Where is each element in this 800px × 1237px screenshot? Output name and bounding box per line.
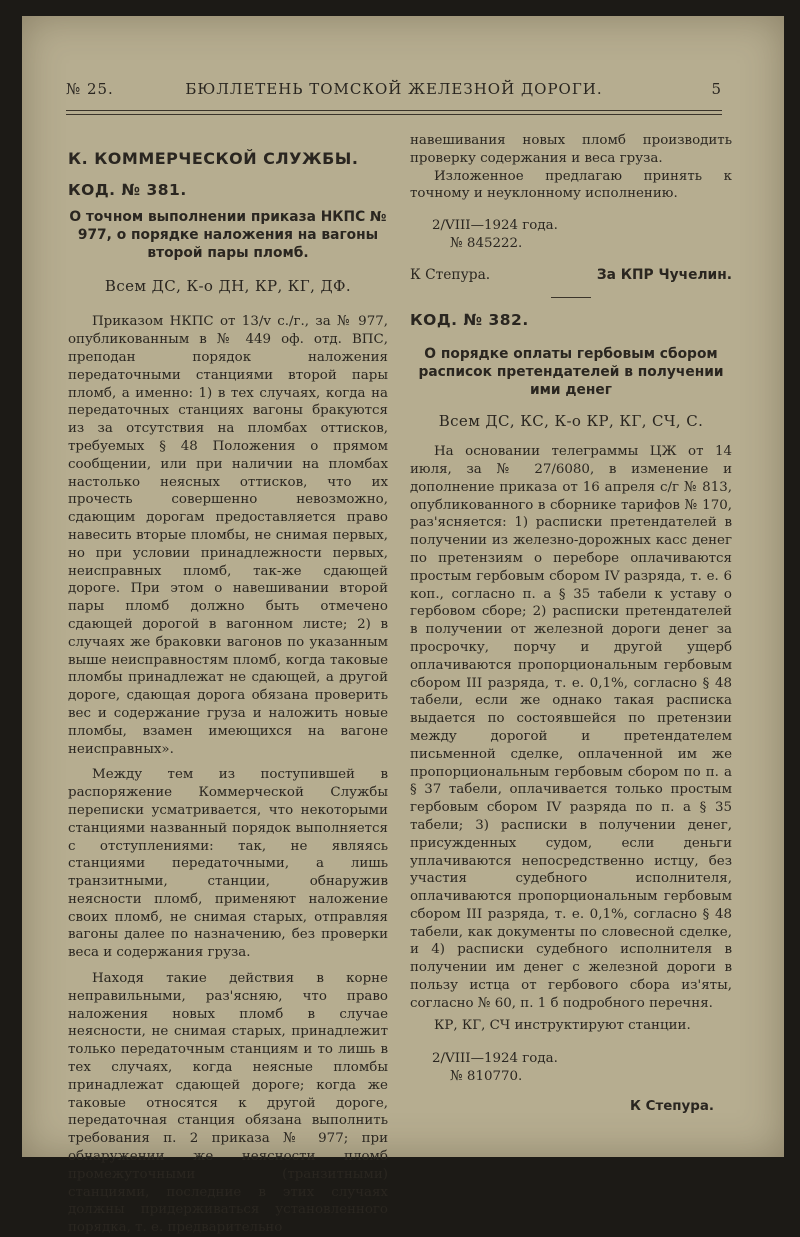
- department-title: К. КОММЕРЧЕСКОЙ СЛУЖБЫ.: [68, 149, 359, 168]
- code-381-number: № 845222.: [450, 235, 523, 251]
- code-381-address: Всем ДС, К-о ДН, КР, КГ, ДФ.: [104, 276, 352, 295]
- code-381-signature-right: За КПР Чучелин.: [596, 266, 732, 283]
- code-382-signature: К Степура.: [630, 1099, 714, 1115]
- code-382-paragraph-1: На основании телеграммы ЦЖ от 14 июля, за № 27/6080, в изменение и дополнение приказа от 16 апреля с/г № 813, опубликованного в сборнике тарифов № 170, раз'ясняется: 1) расписки претендателей в получении из железно-дорожных касс денег по претензиям о переборе оплачиваются простым гербовым сбором IV разряда, т. е. 6 коп., согласно п. а § 35 табели к уставу о гербовом сборе; 2) расписки претендателей в получении от железной дороги денег за просрочку, порчу и другой ущерб оплачиваются пропорциональным гербовым сбором III разряда, т. е. 0,1%, согласно § 48 табели, если же однако такая расписка выдается по состоявшейся по претензии между дорогой и претендателем письменной сделке, оплаченной им же пропорциональным гербовым сбором по п. а § 37 табели, оплачивается только простым гербовым сбором IV разряда по п. а § 35 табели; 3) расписки в получении денег, присужденных судом, если деньги уплачиваются непосредственно истцу, без участия судебного исполнителя, оплачиваются пропорциональным гербовым сбором III разряда, т. е. 0,1%, согласно § 48 табели, как документы по словесной сделке, и 4) расписки судебного исполнителя в получении им денег с железной дороги в пользу истца от гербового сбора из'яты, согласно № 60, п. 1 б подробного перечня.: [410, 444, 732, 1011]
- header-rule-second: [66, 114, 722, 115]
- journal-title: БЮЛЛЕТЕНЬ ТОМСКОЙ ЖЕЛЕЗНОЙ ДОРОГИ.: [185, 80, 603, 98]
- code-381-signature-left: К Степура.: [410, 266, 491, 283]
- code-381-subject: О точном выполнении приказа НКПС № 977, о порядке наложения на вагоны второй пары пломб.: [69, 208, 387, 261]
- code-382-paragraph-2: КР, КГ, СЧ инструктируют станции.: [434, 1017, 691, 1033]
- code-381-continuation: навешивания новых пломб производить проверку содержания и веса груза.: [410, 133, 732, 166]
- issue-number: № 25.: [66, 80, 114, 98]
- code-381-instruction: Изложенное предлагаю принять к точному и неуклонному исполнению.: [410, 168, 732, 202]
- page-number: 5: [711, 80, 722, 98]
- code-381-date: 2/VIII—1924 года.: [432, 218, 558, 234]
- right-column: [410, 132, 732, 1116]
- section-divider: [551, 297, 591, 298]
- code-382-subject: О порядке оплаты гербовым сбором расписок претендателей в получении ими денег: [418, 346, 724, 399]
- header-rule: [66, 110, 722, 111]
- left-column: [68, 132, 388, 1237]
- code-381-paragraph-3: Находя такие действия в корне неправильными, раз'ясняю, что право наложения новых пломб в случае неясности, не снимая старых, принадлежит только передаточным станциям и то лишь в тех случаях, когда неясные пломбы принадлежат сдающей дороге; когда же таковые относятся к другой дороге, передаточная станция обязана выполнить требования п. 2 приказа № 977; при обнаружении же неясности пломб промежуточными (транзитными) станциями, последние в этих случаях должны придерживаться установленного порядка, т. е. предварительно: [68, 971, 388, 1236]
- code-382-number: № 810770.: [450, 1069, 523, 1085]
- code-382-address: Всем ДС, КС, К-о КР, КГ, СЧ, С.: [438, 412, 704, 431]
- code-382-date: 2/VIII—1924 года.: [432, 1051, 558, 1067]
- code-381-paragraph-2: Между тем из поступившей в распоряжение Коммерческой Службы переписки усматривается, что некоторыми станциями названный порядок выполняется с отступлениями: так, не являясь станциями передаточными, а лишь транзитными, станции, обнаружив неясности пломб, применяют наложение своих пломб, не снимая старых, отправляя вагоны далее по назначению, без проверки веса и содержания груза.: [68, 767, 388, 961]
- code-381-heading: КОД. № 381.: [68, 180, 187, 199]
- code-381-paragraph-1: Приказом НКПС от 13/v с./г., за № 977, опубликованным в № 449 оф. отд. ВПС, преподан порядок наложения передаточными станциями второй пары пломб, а именно: 1) в тех случаях, когда на передаточных станциях вагоны бракуются из за отсутствия на пломбах оттисков, требуемых § 48 Положения о прямом сообщении, или при наличии на пломбах настолько неясных оттисков, что их прочесть совершенно невозможно, сдающим дорогам предоставляется право навесить вторые пломбы, не снимая первых, но при условии принадлежности первых, неисправных пломб, так-же сдающей дороге. При этом о навешивании второй пары пломб должно быть отмечено сдающей дорогой в вагонном листе; 2) в случаях же браковки вагонов по указанным выше неисправностям пломб, когда таковые пломбы принадлежат не сдающей, а другой дороге, сдающая дорога обязана проверить вес и содержание груза и наложить новые пломбы, взамен имеющихся на вагоне неисправных».: [68, 314, 388, 757]
- code-382-heading: КОД. № 382.: [410, 310, 529, 329]
- code-381-signatures: [410, 267, 732, 285]
